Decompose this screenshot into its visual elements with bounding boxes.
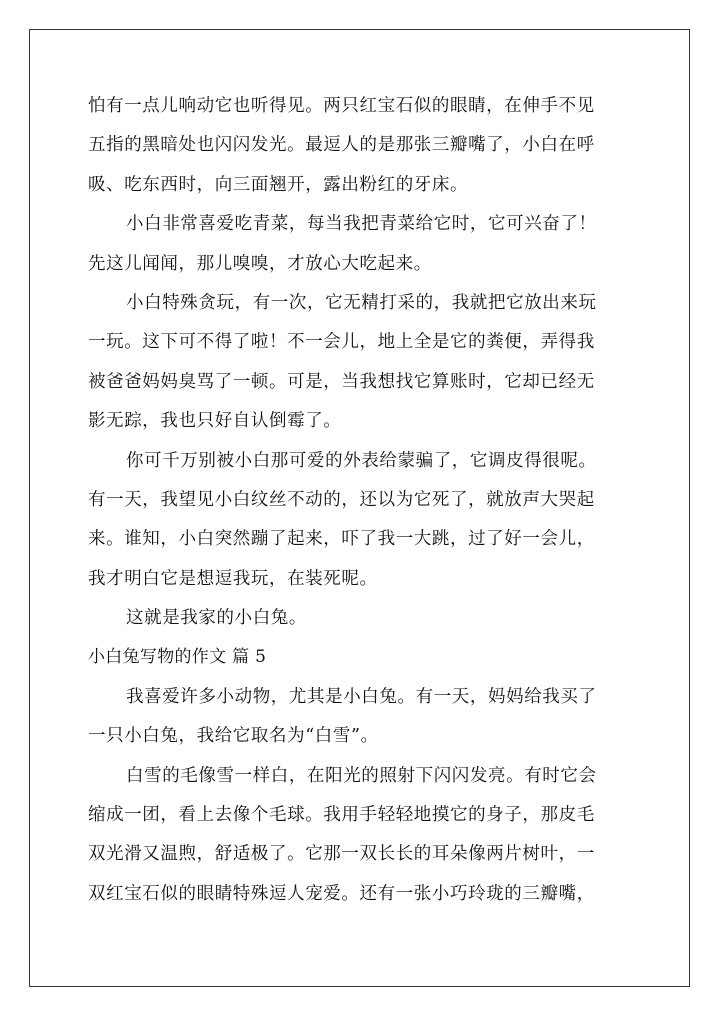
text-line: 影无踪，我也只好自认倒霉了。 (88, 411, 342, 432)
section-heading: 小白兔写物的作文 篇 5 (88, 647, 267, 668)
text-line: 来。谁知，小白突然蹦了起来，吓了我一大跳，过了好一会儿， (88, 529, 595, 550)
text-line: 五指的黑暗处也闪闪发光。最逗人的是那张三瓣嘴了，小白在呼 (88, 135, 595, 156)
text-line: 先这儿闻闻，那儿嗅嗅，才放心大吃起来。 (88, 253, 432, 274)
text-line: 缩成一团，看上去像个毛球。我用手轻轻地摸它的身子，那皮毛 (88, 805, 595, 826)
text-line: 我喜爱许多小动物，尤其是小白兔。有一天，妈妈给我买了 (126, 686, 597, 707)
text-line: 双红宝石似的眼睛特殊逗人宠爱。还有一张小巧玲珑的三瓣嘴， (88, 883, 595, 904)
text-line: 被爸爸妈妈臭骂了一顿。可是，当我想找它算账时，它却已经无 (88, 371, 595, 392)
text-line: 一只小白兔，我给它取名为“白雪”。 (88, 726, 379, 747)
text-line: 吸、吃东西时，向三面翘开，露出粉红的牙床。 (88, 174, 469, 195)
text-line: 你可千万别被小白那可爱的外表给蒙骗了，它调皮得很呢。 (126, 450, 597, 471)
text-line: 白雪的毛像雪一样白，在阳光的照射下闪闪发亮。有时它会 (126, 765, 597, 786)
text-line: 有一天，我望见小白纹丝不动的，还以为它死了，就放声大哭起 (88, 489, 595, 510)
text-line: 双光滑又温煦，舒适极了。它那一双长长的耳朵像两片树叶，一 (88, 844, 595, 865)
text-line: 小白非常喜爱吃青菜，每当我把青菜给它时，它可兴奋了！ (126, 214, 597, 235)
text-line: 怕有一点儿响动它也听得见。两只红宝石似的眼睛，在伸手不见 (88, 96, 595, 116)
text-line: 我才明白它是想逗我玩，在装死呢。 (88, 568, 378, 589)
text-line: 一玩。这下可不得了啦！不一会儿，地上全是它的粪便，弄得我 (88, 332, 595, 353)
text-line: 这就是我家的小白兔。 (126, 608, 307, 629)
document-body (88, 87, 633, 914)
text-line: 小白特殊贪玩，有一次，它无精打采的，我就把它放出来玩 (126, 292, 597, 313)
